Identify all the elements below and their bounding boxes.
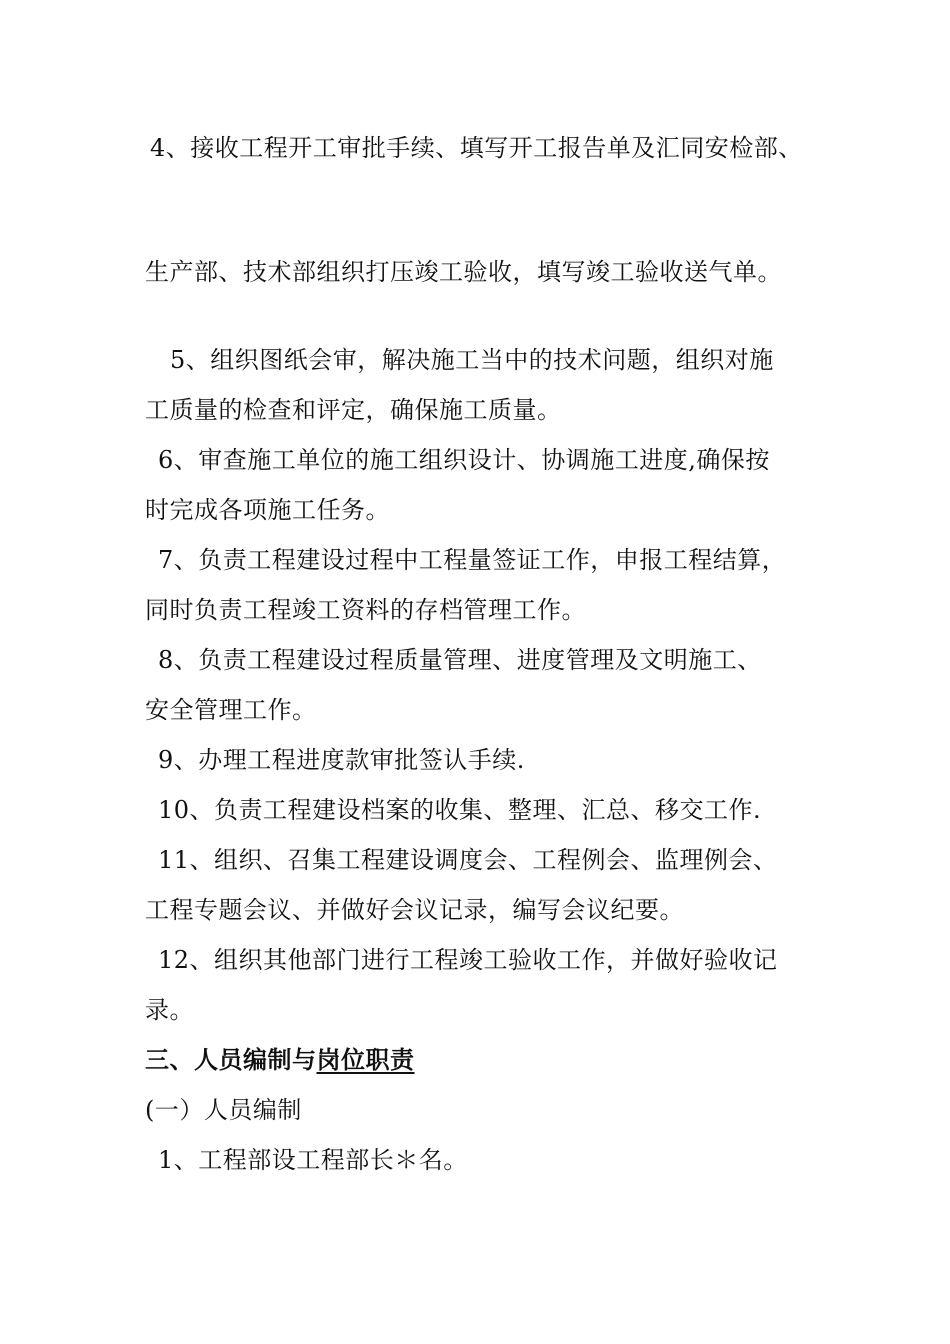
paragraph-line: 6、审查施工单位的施工组织设计、协调施工进度,确保按 xyxy=(158,446,770,474)
paragraph-line: 4、接收工程开工审批手续、填写开工报告单及汇同安检部、 xyxy=(150,134,803,162)
paragraph-line: 工质量的检查和评定，确保施工质量。 xyxy=(145,396,562,424)
paragraph-line: 12、组织其他部门进行工程竣工验收工作，并做好验收记 xyxy=(158,946,778,974)
paragraph-line: 时完成各项施工任务。 xyxy=(145,496,390,524)
paragraph-line: 安全管理工作。 xyxy=(145,696,317,724)
list-item: 1、工程部设工程部长＊名。 xyxy=(158,1146,468,1174)
paragraph-line: 8、负责工程建设过程质量管理、进度管理及文明施工、 xyxy=(158,646,762,674)
paragraph-line: 5、组织图纸会审，解决施工当中的技术问题，组织对施 xyxy=(170,346,774,374)
paragraph-line: 9、办理工程进度款审批签认手续. xyxy=(158,746,525,774)
paragraph-line: 11、组织、召集工程建设调度会、工程例会、监理例会、 xyxy=(158,846,778,874)
paragraph-line: 工程专题会议、并做好会议记录，编写会议纪要。 xyxy=(145,896,684,924)
section-heading-prefix: 三、人员编制与 xyxy=(145,1045,317,1074)
paragraph-line: 7、负责工程建设过程中工程量签证工作，申报工程结算， xyxy=(158,546,787,574)
paragraph-line: 同时负责工程竣工资料的存档管理工作。 xyxy=(145,596,586,624)
section-heading xyxy=(145,1044,415,1076)
section-heading-underlined: 岗位职责 xyxy=(316,1045,415,1074)
paragraph-line: 录。 xyxy=(145,996,194,1024)
paragraph-line: 10、负责工程建设档案的收集、整理、汇总、移交工作. xyxy=(158,796,762,824)
paragraph-line: 生产部、技术部组织打压竣工验收，填写竣工验收送气单。 xyxy=(145,258,782,286)
sub-heading: (一）人员编制 xyxy=(145,1096,302,1124)
